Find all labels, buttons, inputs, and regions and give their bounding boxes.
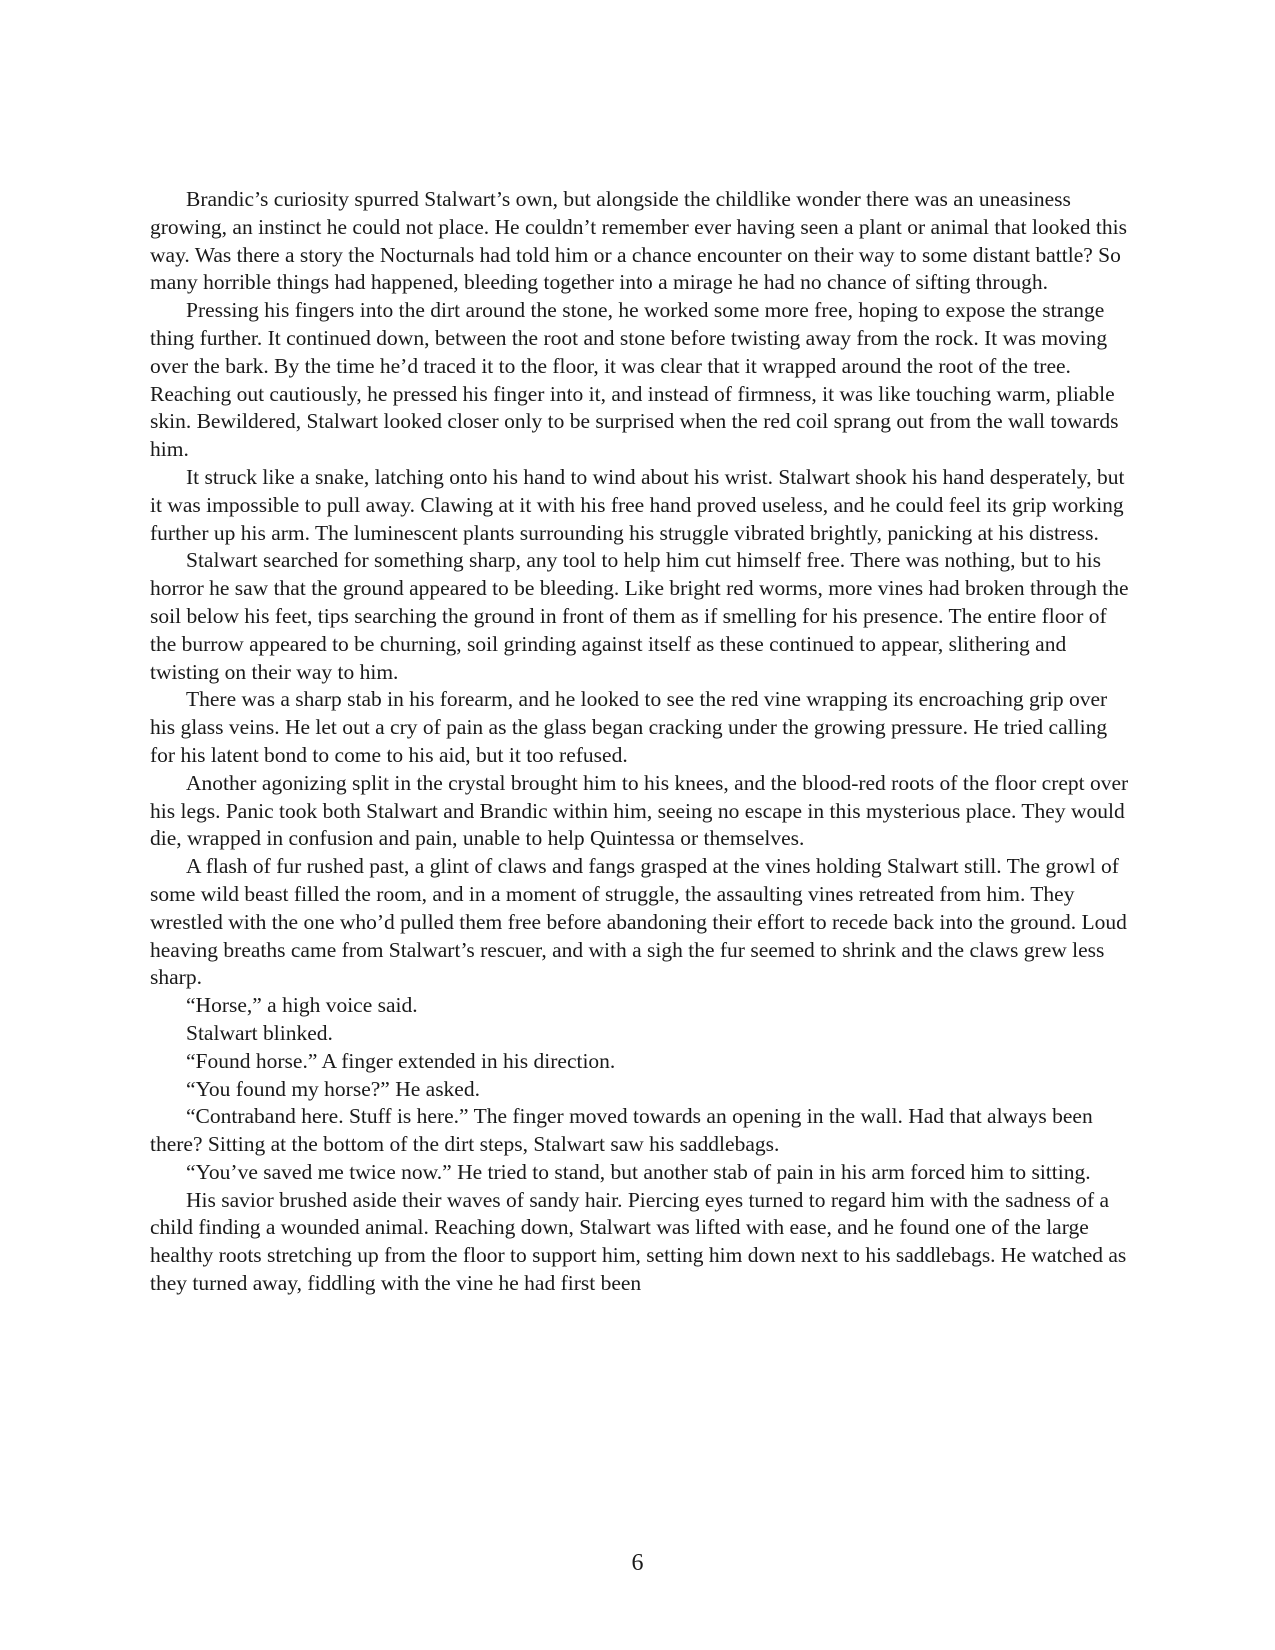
paragraph: Stalwart blinked. [186,1020,333,1045]
page-number: 6 [631,1550,644,1576]
paragraph: It struck like a snake, latching onto his hand to wind about his wrist. Stalwart shook his hand desperately, but it was impossible to pull away. Clawing at it with his free hand proved useless, and he could feel its grip working further up his arm. The luminescent plants surrounding his struggle vibrated brightly, panicking at his distress. [150,464,1125,545]
paragraph: Pressing his fingers into the dirt around the stone, he worked some more free, hoping to expose the strange thing further. It continued down, between the root and stone before twisting away from the rock. It was moving over the bark. By the time he’d traced it to the floor, it was clear that it wrapped around the root of the tree. Reaching out cautiously, he pressed his finger into it, and instead of firmness, it was like touching warm, pliable skin. Bewildered, Stalwart looked closer only to be surprised when the red coil sprang out from the wall towards him. [150,298,1119,462]
paragraph: Brandic’s curiosity spurred Stalwart’s own, but alongside the childlike wonder there was an uneasiness growing, an instinct he could not place. He couldn’t remember ever having seen a plant or animal that looked this way. Was there a story the Nocturnals had told him or a chance encounter on their way to some distant battle? So many horrible things had happened, bleeding together into a mirage he had no chance of sifting through. [150,187,1127,295]
paragraph: His savior brushed aside their waves of sandy hair. Piercing eyes turned to regard him with the sadness of a child finding a wounded animal. Reaching down, Stalwart was lifted with ease, and he found one of the large healthy roots stretching up from the floor to support him, setting him down next to his saddlebags. He watched as they turned away, fiddling with the vine he had first been [150,1187,1127,1296]
paragraph: A flash of fur rushed past, a glint of claws and fangs grasped at the vines holding Stalwart still. The growl of some wild beast filled the room, and in a moment of struggle, the assaulting vines retreated from him. They wrestled with the one who’d pulled them free before abandoning their effort to recede back into the ground. Loud heaving breaths came from Stalwart’s rescuer, and with a sigh the fur seemed to shrink and the claws grew less sharp. [150,854,1127,990]
paragraph: Stalwart searched for something sharp, any tool to help him cut himself free. There was nothing, but to his horror he saw that the ground appeared to be bleeding. Like bright red worms, more vines had broken through the soil below his feet, tips searching the ground in front of them as if smelling for his presence. The entire floor of the burrow appeared to be churning, soil grinding against itself as these continued to appear, slithering and twisting on their way to him. [150,548,1129,684]
paragraph: “Contraband here. Stuff is here.” The finger moved towards an opening in the wall. Had that always been there? Sitting at the bottom of the dirt steps, Stalwart saw his saddlebags. [150,1104,1093,1157]
body-text [150,186,1130,1298]
paragraph: There was a sharp stab in his forearm, and he looked to see the red vine wrapping its encroaching grip over his glass veins. He let out a cry of pain as the glass began cracking under the growing pressure. He tried calling for his latent bond to come to his aid, but it too refused. [150,687,1108,767]
paragraph: “You’ve saved me twice now.” He tried to stand, but another stab of pain in his arm forced him to sitting. [186,1159,1091,1184]
paragraph: Another agonizing split in the crystal brought him to his knees, and the blood-red roots of the floor crept over his legs. Panic took both Stalwart and Brandic within him, seeing no escape in this mysterious place. They would die, wrapped in confusion and pain, unable to help Quintessa or themselves. [150,770,1129,851]
paragraph: “Found horse.” A finger extended in his direction. [186,1048,616,1073]
paragraph: “You found my horse?” He asked. [186,1076,480,1101]
paragraph: “Horse,” a high voice said. [186,993,418,1018]
